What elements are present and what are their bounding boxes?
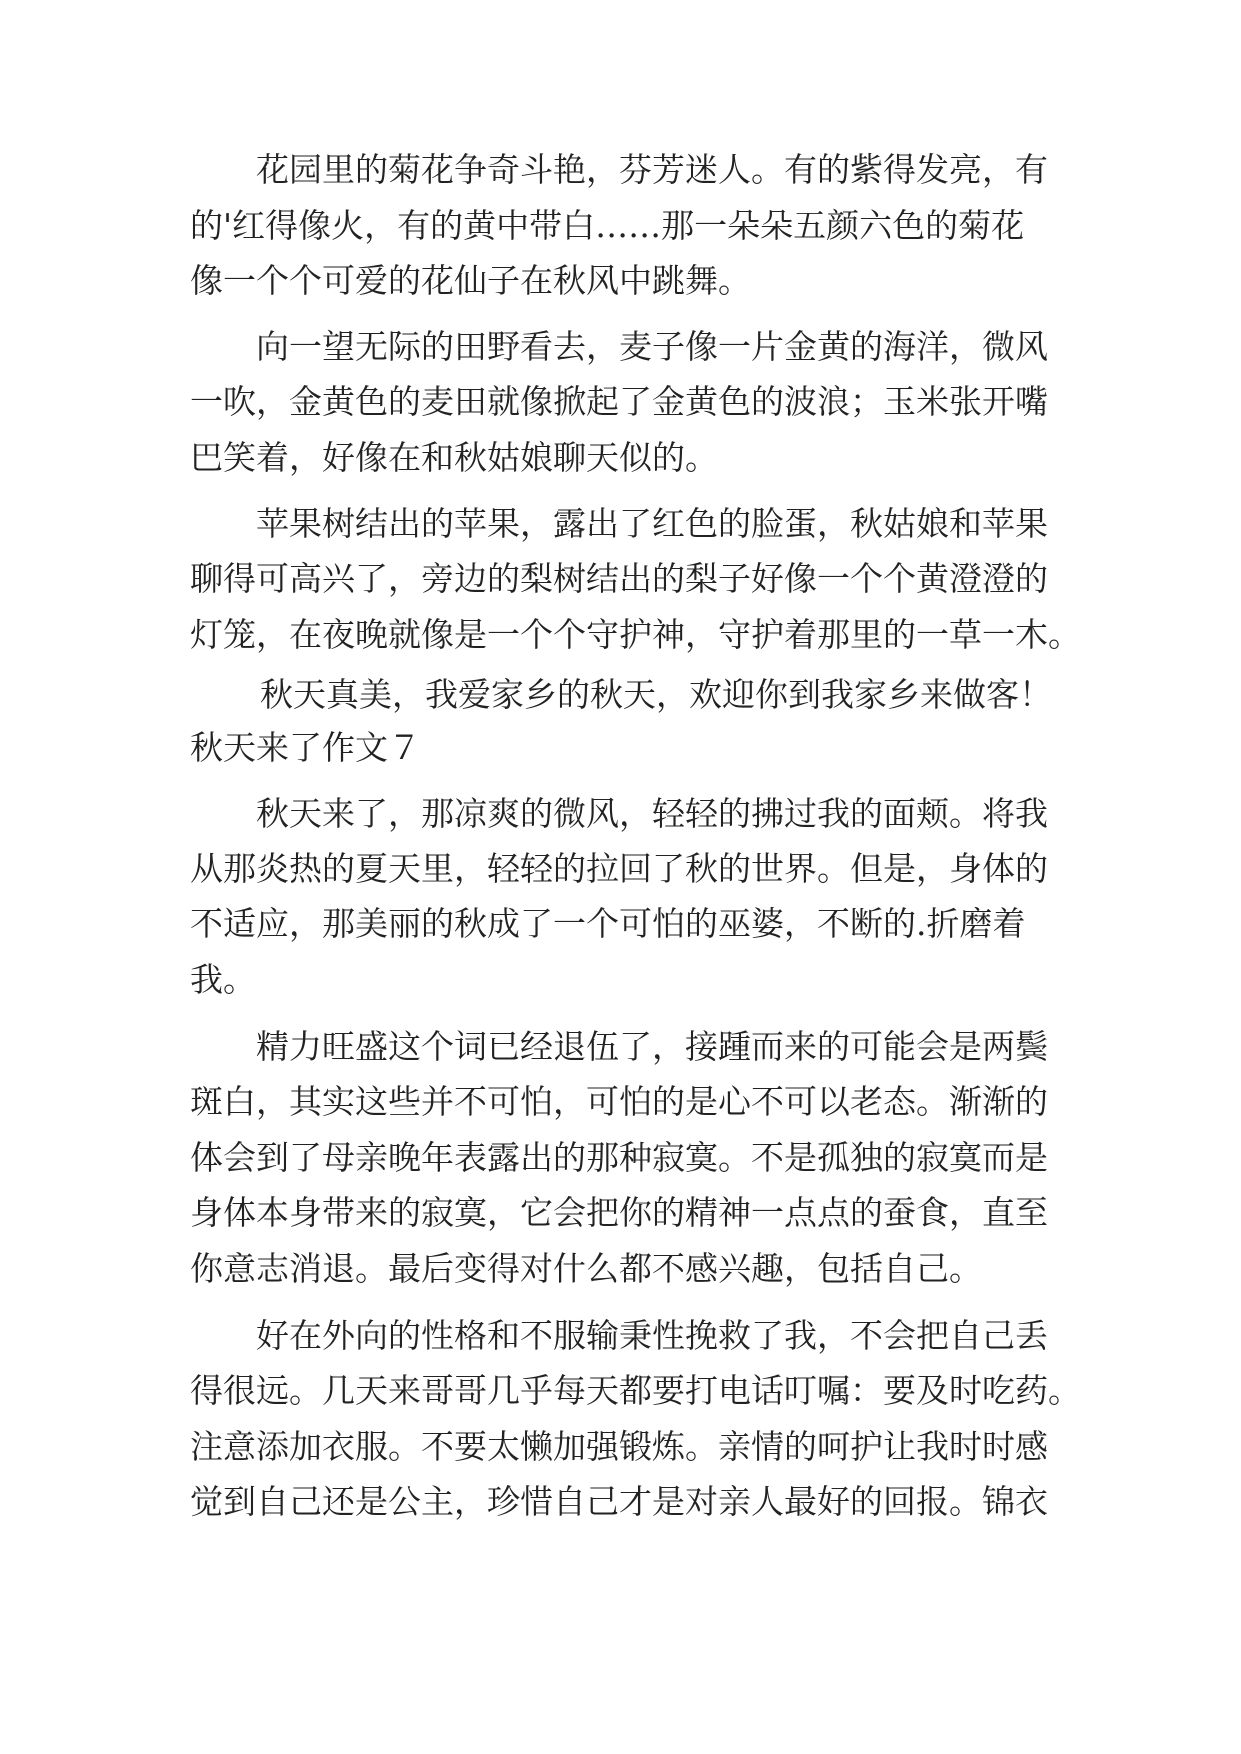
paragraph-line: 巴笑着，好像在和秋姑娘聊天似的。 [190, 438, 718, 477]
paragraph-line: 不适应，那美丽的秋成了一个可怕的巫婆，不断的.折磨着 [190, 904, 1026, 943]
paragraph-line: 灯笼，在夜晚就像是一个个守护神，守护着那里的一草一木。 [190, 615, 1081, 654]
paragraph-line: 像一个个可爱的花仙子在秋风中跳舞。 [190, 261, 751, 300]
paragraph-line: 你意志消退。最后变得对什么都不感兴趣，包括自己。 [190, 1249, 982, 1288]
paragraph-line: 我。 [190, 960, 256, 999]
paragraph-line: 体会到了母亲晚年表露出的那种寂寞。不是孤独的寂寞而是 [190, 1138, 1048, 1177]
paragraph-line: 觉到自己还是公主，珍惜自己才是对亲人最好的回报。锦衣 [190, 1482, 1048, 1521]
paragraph-line: 苹果树结出的苹果，露出了红色的脸蛋，秋姑娘和苹果 [256, 504, 1048, 543]
paragraph-line: 向一望无际的田野看去，麦子像一片金黄的海洋，微风 [256, 327, 1048, 366]
paragraph-line: 得很远。几天来哥哥几乎每天都要打电话叮嘱：要及时吃药。 [190, 1371, 1081, 1410]
paragraph-line: 注意添加衣服。不要太懒加强锻炼。亲情的呵护让我时时感 [190, 1427, 1048, 1466]
paragraph-line: 从那炎热的夏天里，轻轻的拉回了秋的世界。但是，身体的 [190, 849, 1048, 888]
paragraph-line: 一吹，金黄色的麦田就像掀起了金黄色的波浪；玉米张开嘴 [190, 382, 1048, 421]
paragraph-line: 斑白，其实这些并不可怕，可怕的是心不可以老态。渐渐的 [190, 1082, 1048, 1121]
paragraph-line: 好在外向的性格和不服输秉性挽救了我，不会把自己丢 [256, 1316, 1048, 1355]
paragraph-line: 秋天真美，我爱家乡的秋天，欢迎你到我家乡来做客！ [260, 675, 1052, 714]
paragraph-line: 聊得可高兴了，旁边的梨树结出的梨子好像一个个黄澄澄的 [190, 559, 1048, 598]
paragraph-line: 的'红得像火，有的黄中带白……那一朵朵五颜六色的菊花 [190, 206, 1025, 245]
section-heading: 秋天来了作文７ [190, 728, 421, 767]
paragraph-line: 身体本身带来的寂寞，它会把你的精神一点点的蚕食，直至 [190, 1193, 1048, 1232]
paragraph-line: 花园里的菊花争奇斗艳，芬芳迷人。有的紫得发亮，有 [256, 150, 1048, 189]
paragraph-line: 秋天来了，那凉爽的微风，轻轻的拂过我的面颊。将我 [256, 794, 1048, 833]
paragraph-line: 精力旺盛这个词已经退伍了，接踵而来的可能会是两鬓 [256, 1027, 1048, 1066]
